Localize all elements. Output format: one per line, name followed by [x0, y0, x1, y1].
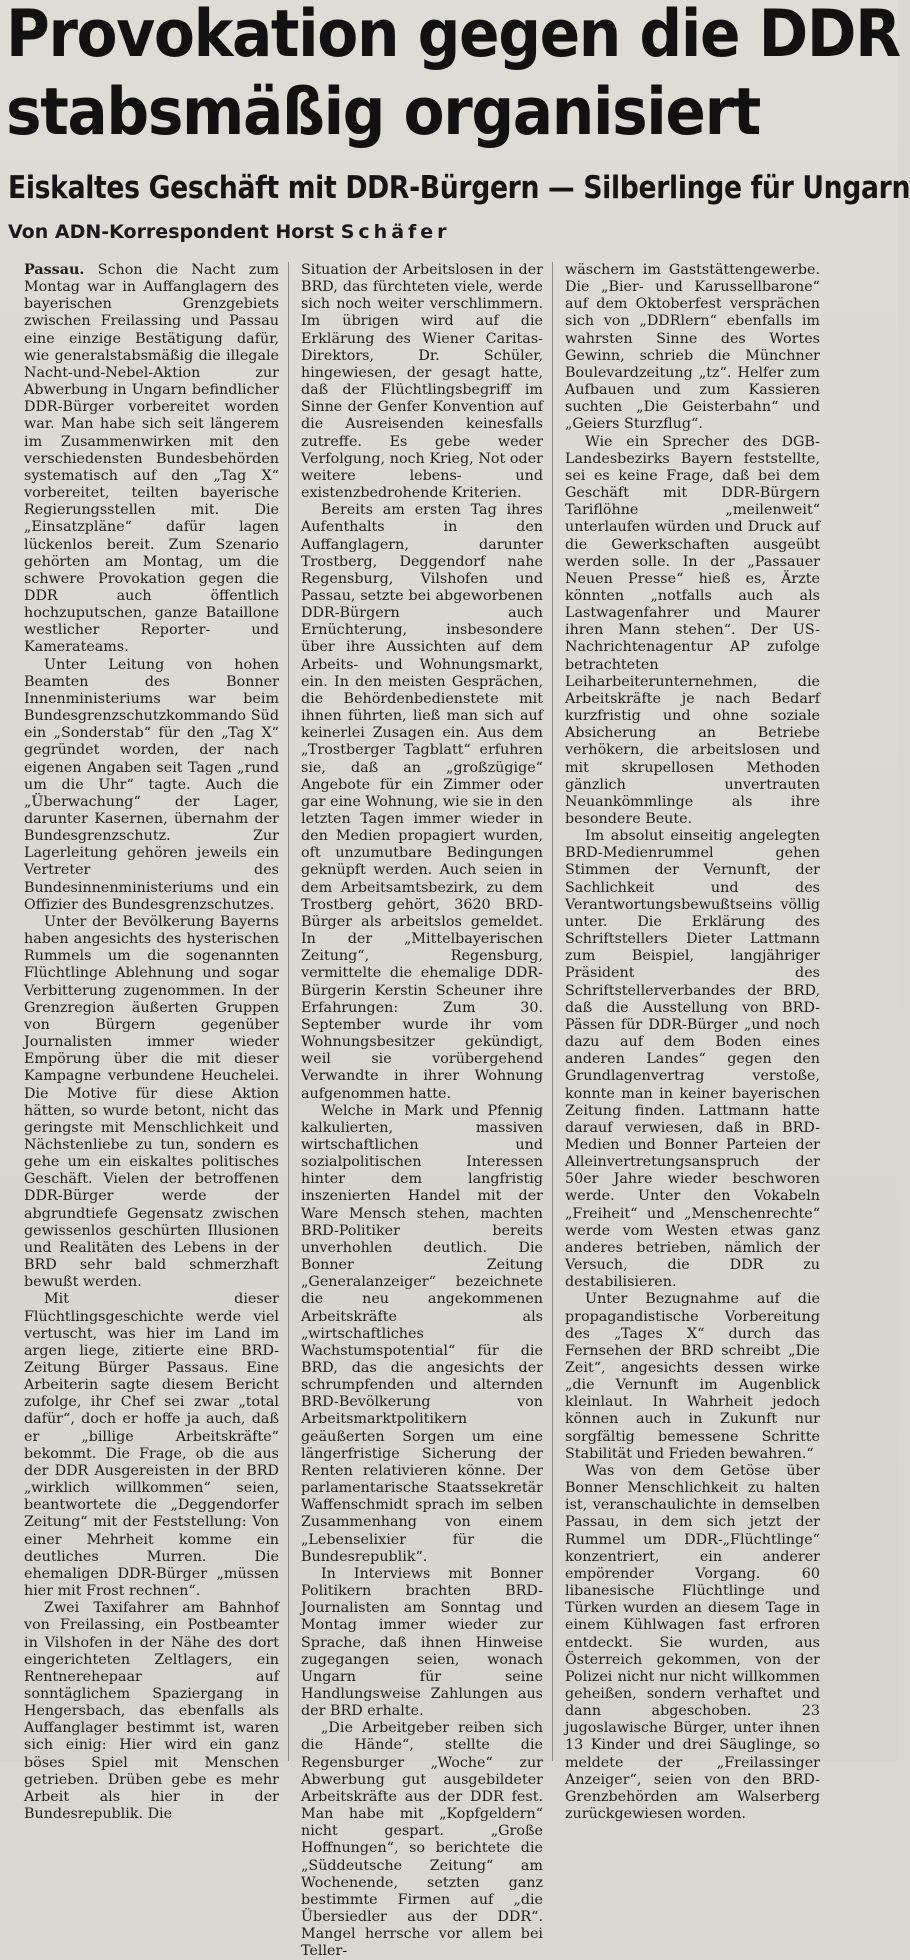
headline-line-2: stabsmäßig organisiert	[6, 75, 760, 150]
headline-line-1: Provokation gegen die DDR	[6, 0, 900, 72]
paragraph: Zwei Taxifahrer am Bahnhof von Freilassing, ein Postbeamter in Vilshofen in der Nähe des dort eingerichteten Zeltlagers, ein Rentnerehepaar auf sonntäglichem Spaziergang in Hengersbach, das ebenfalls als Auffanglager bestimmt ist, waren sich einig: Hier wird ein ganz böses Spiel mit Menschen getrieben. Drüben gebe es mehr Arbeit als hier in der Bundesrepublik. Die	[24, 1600, 279, 1823]
paragraph: Welche in Mark und Pfennig kalkulierten, massiven wirtschaftlichen und sozialpolitischen Interessen hinter dem langfristig inszenierten Handel mit der Ware Mensch stehen, machten BRD-Politiker bereits unverhohlen deutlich. Die Bonner Zeitung „Generalanzeiger“ bezeichnete die neu angekommenen Arbeitskräfte als „wirtschaftliches Wachstumspotential“ für die BRD, das die angesichts der schrumpfenden und alternden BRD-Bevölkerung von Arbeitsmarktpolitikern geäußerten Sorgen um eine längerfristige Sicherung der Renten relativieren könne. Der parlamentarische Staatssekretär Waffenschmidt sprach im selben Zusammenhang von einem „Lebenselixier für die Bundesrepublik“.	[301, 1102, 543, 1565]
byline-name: Schäfer	[340, 221, 451, 243]
article-columns	[24, 262, 894, 1960]
paragraph: In Interviews mit Bonner Politikern brachten BRD-Journalisten am Sonntag und Montag immer wieder zur Sprache, daß ihnen Hinweise zugegangen seien, wonach Ungarn für seine Handlungsweise Zahlungen aus der BRD erhalte.	[301, 1565, 543, 1720]
paragraph: Unter Leitung von hohen Beamten des Bonner Innenministeriums war beim Bundesgrenzschutzkommando Süd ein „Sonderstab“ für den „Tag X“ gegründet worden, der nach eigenen Angaben seit Tagen „rund um die Uhr“ tagte. Auch die „Überwachung“ der Lager, darunter Kasernen, übernahm der Bundesgrenzschutz. Zur Lagerleitung gehören jeweils ein Vertreter des Bundesinnenministeriums und ein Offizier des Bundesgrenzschutzes.	[24, 656, 279, 913]
article-column-1	[24, 262, 288, 1823]
paragraph: Wie ein Sprecher des DGB-Landesbezirks Bayern feststellte, sei es keine Frage, daß bei dem Geschäft mit DDR-Bürgern Tariflöhne „meilenweit“ unterlaufen würden und Druck auf die Gewerkschaften ausgeübt werden solle. In der „Passauer Neuen Presse“ hieß es, Ärzte könnten „notfalls auch als Lastwagenfahrer und Maurer ihren Mann stehen“. Der US-Nachrichtenagentur AP zufolge betrachteten Leiharbeiterunternehmen, die Arbeitskräfte je nach Bedarf kurzfristig und ohne soziale Absicherung an Betriebe verhökern, die arbeitslosen und mit skrupellosen Methoden gänzlich unvertrauten Neuankömmlinge als ihre besondere Beute.	[565, 433, 820, 827]
byline	[8, 219, 451, 245]
article-column-3	[552, 262, 820, 1823]
subheadline: Eiskaltes Geschäft mit DDR-Bürgern — Silberlinge für Ungarn	[8, 170, 910, 206]
byline-prefix: Von ADN-Korrespondent Horst	[8, 221, 335, 243]
paragraph: Unter Bezugnahme auf die propagandistische Vorbereitung des „Tages X“ durch das Fernsehen der BRD schreibt „Die Zeit“, angesichts dessen wirke „die Vernunft im Augenblick kleinlaut. In Wahrheit jedoch können auch in Zukunft nur sorgfältig bemessene Schritte Stabilität und Frieden bewahren.“	[565, 1291, 820, 1462]
paragraph: Was von dem Getöse über Bonner Menschlichkeit zu halten ist, veranschaulichte in demselben Passau, in dem sich jetzt der Rummel um DDR-„Flüchtlinge“ konzentriert, ein anderer empörender Vorgang. 60 libanesische Flüchtlinge und Türken wurden an diesem Tage in einem Kühlwagen fast erfroren entdeckt. Sie wurden, aus Österreich gekommen, von der Polizei nicht nur nicht willkommen geheißen, sondern verhaftet und dann abgeschoben. 23 jugoslawische Bürger, unter ihnen 13 Kinder und drei Säuglinge, so meldete der „Freilassinger Anzeiger“, seien von den BRD-Grenzbehörden am Walserberg zurückgewiesen worden.	[565, 1462, 820, 1823]
paragraph	[24, 262, 279, 657]
paragraph: Mit dieser Flüchtlingsgeschichte werde viel vertuscht, was hier im Land im argen liege, zitierte eine BRD-Zeitung Bürger Passaus. Eine Arbeiterin sagte diesem Bericht zufolge, ihr Chef sei zwar „total dafür“, doch er hoffe ja auch, daß er „billige Arbeitskräfte“ bekommt. Die Frage, ob die aus der DDR Ausgereisten in der BRD „wirklich willkommen“ seien, beantwortete die „Deggendorfer Zeitung“ mit der Feststellung: Von einer Mehrheit komme ein deutliches Murren. Die ehemaligen DDR-Bürger „müssen hier mit Frost rechnen“.	[24, 1291, 279, 1600]
article-column-2	[288, 262, 552, 1960]
paragraph: Unter der Bevölkerung Bayerns haben angesichts des hysterischen Rummels um die sogenannten Flüchtlinge Ablehnung und sogar Verbitterung zugenommen. In der Grenzregion äußerten Gruppen von Bürgern gegenüber Journalisten immer wieder Empörung über die mit dieser Kampagne verbundene Heuchelei. Die Motive für diese Aktion hätten, so wurde betont, nicht das geringste mit Menschlichkeit und Nächstenliebe zu tun, sondern es gehe um ein eiskaltes politisches Geschäft. Vielen der betroffenen DDR-Bürger werde der abgrundtiefe Gegensatz zwischen gewissenlos geschürten Illusionen und Realitäten des Lebens in der BRD sehr bald schmerzhaft bewußt werden.	[24, 913, 279, 1291]
paragraph: wäschern im Gaststättengewerbe. Die „Bier- und Karussellbarone“ auf dem Oktoberfest versprächen sich von „DDRlern“ ebenfalls im wahrsten Sinne des Wortes Gewinn, schrieb die Münchner Boulevardzeitung „tz“. Helfer zum Aufbauen und zum Kassieren suchten „Die Geisterbahn“ und „Geiers Sturzflug“.	[565, 262, 820, 433]
paragraph: Situation der Arbeitslosen in der BRD, das fürchteten viele, werde sich noch weiter verschlimmern. Im übrigen wird auf die Erklärung des Wiener Caritas-Direktors, Dr. Schüler, hingewiesen, der gesagt hatte, daß der Flüchtlingsbegriff im Sinne der Genfer Konvention auf die Ausreisenden keinesfalls zutreffe. Es gebe weder Verfolgung, noch Krieg, Not oder weitere lebens- und existenzbedrohende Kriterien.	[301, 262, 543, 502]
paragraph: Im absolut einseitig angelegten BRD-Medienrummel gehen Stimmen der Vernunft, der Sachlichkeit und des Verantwortungsbewußtseins völlig unter. Die Erklärung des Schriftstellers Dieter Lattmann zum Beispiel, langjähriger Präsident des Schriftstellerverbandes der BRD, daß die Ausstellung von BRD-Pässen für DDR-Bürger „und noch dazu auf dem Boden eines anderen Landes“ gegen den Grundlagenvertrag verstoße, konnte man in keiner bayerischen Zeitung finden. Lattmann hatte darauf verwiesen, daß in BRD-Medien und Bonner Parteien der Alleinvertretungsanspruch der 50er Jahre wieder beschworen werde. Unter den Vokabeln „Freiheit“ und „Menschenrechte“ werde vom Westen etwas ganz anderes betrieben, nämlich der Versuch, die DDR zu destabilisieren.	[565, 828, 820, 1291]
paragraph: Bereits am ersten Tag ihres Aufenthalts in den Auffanglagern, darunter Trostberg, Deggendorf nahe Regensburg, Vilshofen und Passau, setzte bei abgeworbenen DDR-Bürgern auch Ernüchterung, insbesondere über ihre Aussichten auf dem Arbeits- und Wohnungsmarkt, ein. In den meisten Gesprächen, die Behördenbedienstete mit ihnen führten, ließ man sich auf keinerlei Zusagen ein. Aus dem „Trostberger Tagblatt“ erfuhren sie, daß an „großzügige“ Angebote für ein Zimmer oder gar eine Wohnung, wie sie in den letzten Tagen immer wieder in den Medien propagiert wurden, oft unzumutbare Bedingungen geknüpft werden. Auch seien in dem Arbeitsamtsbezirk, zu dem Trostberg gehört, 3620 BRD-Bürger als arbeitslos gemeldet. In der „Mittelbayerischen Zeitung“, Regensburg, vermittelte die ehemalige DDR-Bürgerin Kerstin Scheuner ihre Erfahrungen: Zum 30. September wurde ihr vom Wohnungsbesitzer gekündigt, weil sie vorübergehend Verwandte in ihrer Wohnung aufgenommen hatte.	[301, 502, 543, 1102]
headline	[6, 0, 900, 152]
paragraph-text: Schon die Nacht zum Montag war in Auffanglagern des bayerischen Grenzgebiets zwischen Freilassing und Passau eine einzige Bestätigung dafür, wie generalstabsmäßig die illegale Nacht-und-Nebel-Aktion zur Abwerbung in Ungarn befindlicher DDR-Bürger vorbereitet worden war. Man habe sich seit längerem im Zusammenwirken mit den verschiedensten Bundesbehörden systematisch auf den „Tag X“ vorbereitet, teilten bayerische Regierungsstellen mit. Die „Einsatzpläne“ dafür lagen lückenlos bereit. Zum Szenario gehörten am Montag, um die schwere Provokation gegen die DDR auch öffentlich hochzuputschen, ganze Bataillone westlicher Reporter- und Kamerateams.	[24, 262, 280, 656]
paragraph: „Die Arbeitgeber reiben sich die Hände“, stellte die Regensburger „Woche“ zur Abwerbung gut ausgebildeter Arbeitskräfte aus der DDR fest. Man habe mit „Kopfgeldern“ nicht gespart. „Große Hoffnungen“, so berichtete die „Süddeutsche Zeitung“ am Wochenende, setzten ganz bestimmte Firmen auf „die Übersiedler aus der DDR“. Mangel herrsche vor allem bei Teller-	[301, 1720, 543, 1960]
dateline: Passau.	[24, 262, 85, 278]
